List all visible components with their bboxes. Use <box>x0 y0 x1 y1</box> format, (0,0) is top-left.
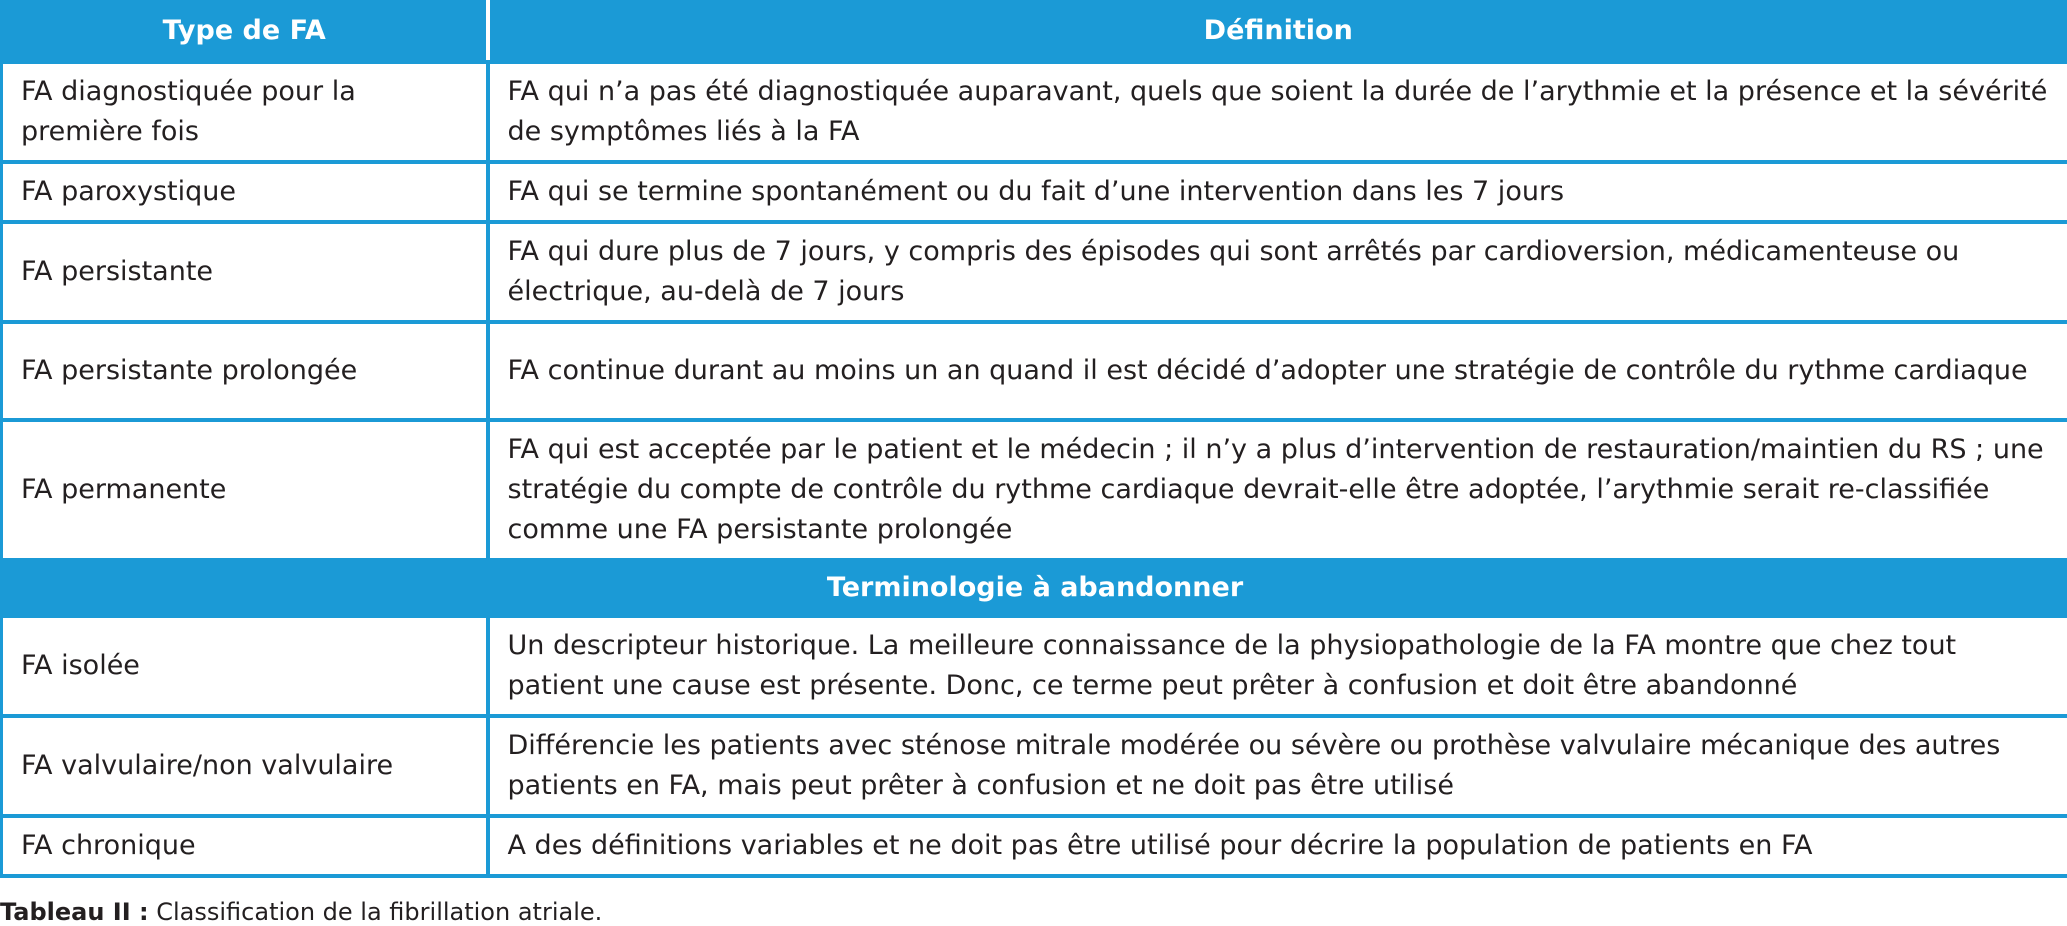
table-row <box>2 716 2067 816</box>
fa-type-cell: FA diagnostiquée pour la première fois <box>2 62 488 162</box>
caption-label: Tableau II : <box>0 898 149 926</box>
table-row <box>2 616 2067 716</box>
table-row <box>2 62 2067 162</box>
fa-type-cell: FA persistante <box>2 222 488 322</box>
fa-definition-cell: FA qui est acceptée par le patient et le médecin ; il n’y a plus d’intervention de restauration/maintien du RS ; une stratégie du compte de contrôle du rythme cardiaque devrait-elle être adoptée, l’arythmie serait re-classifiée comme une FA persistante prolongée <box>488 420 2067 560</box>
table-row <box>2 222 2067 322</box>
fa-definition-cell: A des définitions variables et ne doit pas être utilisé pour décrire la population de patients en FA <box>488 816 2067 876</box>
fa-type-cell: FA chronique <box>2 816 488 876</box>
section-title: Terminologie à abandonner <box>2 560 2067 616</box>
table-row <box>2 816 2067 876</box>
section-header-row <box>2 560 2067 616</box>
fa-definition-cell: FA qui dure plus de 7 jours, y compris des épisodes qui sont arrêtés par cardioversion, médicamenteuse ou électrique, au-delà de 7 jours <box>488 222 2067 322</box>
fa-definition-cell: FA qui n’a pas été diagnostiquée auparavant, quels que soient la durée de l’arythmie et la présence et la sévérité de symptômes liés à la FA <box>488 62 2067 162</box>
caption-text: Classification de la fibrillation atriale. <box>148 898 603 926</box>
fa-type-cell: FA persistante prolongée <box>2 322 488 420</box>
fa-type-cell: FA permanente <box>2 420 488 560</box>
table-header-row <box>2 0 2067 62</box>
fa-definition-cell: Différencie les patients avec sténose mitrale modérée ou sévère ou prothèse valvulaire mécanique des autres patients en FA, mais peut prêter à confusion et ne doit pas être utilisé <box>488 716 2067 816</box>
fa-type-cell: FA isolée <box>2 616 488 716</box>
fa-type-cell: FA valvulaire/non valvulaire <box>2 716 488 816</box>
column-header-definition: Définition <box>488 0 2067 62</box>
column-header-type: Type de FA <box>2 0 488 62</box>
table-caption <box>0 898 602 926</box>
fa-type-cell: FA paroxystique <box>2 162 488 222</box>
table-row <box>2 162 2067 222</box>
fa-definition-cell: FA continue durant au moins un an quand il est décidé d’adopter une stratégie de contrôle du rythme cardiaque <box>488 322 2067 420</box>
table-row <box>2 322 2067 420</box>
fa-definition-cell: FA qui se termine spontanément ou du fait d’une intervention dans les 7 jours <box>488 162 2067 222</box>
table-row <box>2 420 2067 560</box>
fa-definition-cell: Un descripteur historique. La meilleure connaissance de la physiopathologie de la FA montre que chez tout patient une cause est présente. Donc, ce terme peut prêter à confusion et doit être abandonné <box>488 616 2067 716</box>
